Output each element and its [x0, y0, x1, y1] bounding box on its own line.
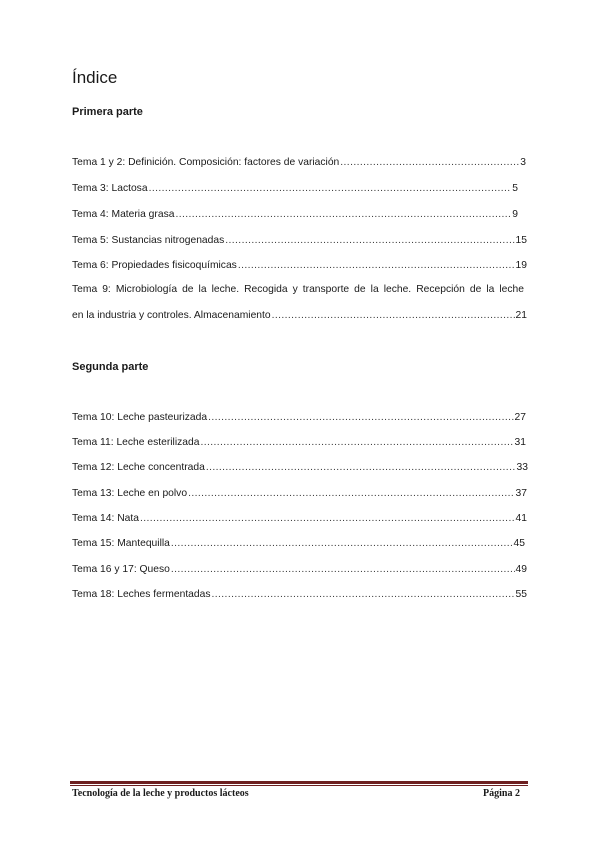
- dot-leader: [206, 461, 516, 475]
- section-heading-segunda: Segunda parte: [72, 361, 149, 373]
- toc-entry[interactable]: [72, 487, 527, 501]
- toc-page-number: 19: [515, 260, 527, 271]
- dot-leader: [171, 563, 515, 577]
- dot-leader: [171, 537, 513, 551]
- footer-rule-thin: [70, 785, 528, 786]
- toc-entry-label: Tema 16 y 17: Queso: [72, 564, 170, 575]
- toc-entry[interactable]: [72, 461, 528, 475]
- footer-page-number: Página 2: [483, 788, 520, 799]
- toc-entry-label: Tema 1 y 2: Definición. Composición: factores de variación: [72, 157, 340, 168]
- toc-entry-label: Tema 12: Leche concentrada: [72, 462, 205, 473]
- toc-entry-label: Tema 18: Leches fermentadas: [72, 589, 211, 600]
- toc-entry[interactable]: [72, 537, 525, 551]
- toc-page-number: 3: [520, 157, 526, 168]
- toc-entry-label: Tema 10: Leche pasteurizada: [72, 412, 208, 423]
- toc-entry[interactable]: [72, 588, 527, 602]
- toc-entry[interactable]: [72, 411, 526, 425]
- toc-entry-line2: [72, 309, 527, 323]
- toc-entry[interactable]: [72, 182, 518, 196]
- toc-entry[interactable]: [72, 259, 527, 273]
- dot-leader: [175, 208, 511, 222]
- toc-entry[interactable]: [72, 156, 526, 170]
- toc-entry-label: Tema 14: Nata: [72, 513, 139, 524]
- dot-leader: [225, 234, 514, 248]
- toc-entry[interactable]: [72, 234, 527, 248]
- dot-leader: [238, 259, 515, 273]
- toc-entry[interactable]: [72, 208, 518, 222]
- dot-leader: [272, 309, 515, 323]
- toc-entry[interactable]: [72, 512, 527, 526]
- toc-entry[interactable]: [72, 563, 527, 577]
- toc-page-number: 27: [514, 412, 526, 423]
- toc-page-number: 31: [514, 437, 526, 448]
- dot-leader: [149, 182, 512, 196]
- toc-entry-label: Tema 13: Leche en polvo: [72, 488, 188, 499]
- toc-page-number: 5: [512, 183, 518, 194]
- toc-page-number: 49: [515, 564, 527, 575]
- toc-page-number: 33: [516, 462, 528, 473]
- toc-entry-label-line1: Tema 9: Microbiología de la leche. Recogida y transporte de la leche. Recepción de la leche: [72, 284, 524, 295]
- section-heading-primera: Primera parte: [72, 106, 143, 118]
- toc-entry-label-line2: en la industria y controles. Almacenamiento: [72, 310, 271, 321]
- toc-entry[interactable]: [72, 283, 527, 327]
- dot-leader: [140, 512, 515, 526]
- toc-entry-label: Tema 3: Lactosa: [72, 183, 148, 194]
- toc-entry[interactable]: [72, 436, 526, 450]
- toc-page-number: 9: [512, 209, 518, 220]
- toc-page-number: 45: [513, 538, 525, 549]
- toc-page-number: 21: [515, 310, 527, 321]
- dot-leader: [340, 156, 519, 170]
- page-title: Índice: [72, 68, 118, 87]
- toc-entry-label: Tema 4: Materia grasa: [72, 209, 175, 220]
- dot-leader: [212, 588, 515, 602]
- toc-entry-label: Tema 6: Propiedades fisicoquímicas: [72, 260, 237, 271]
- toc-entry-label: Tema 11: Leche esterilizada: [72, 437, 200, 448]
- dot-leader: [188, 487, 514, 501]
- toc-page-number: 55: [515, 589, 527, 600]
- toc-entry-label: Tema 15: Mantequilla: [72, 538, 170, 549]
- footer-document-title: Tecnología de la leche y productos lácteos: [72, 788, 249, 799]
- toc-page-number: 41: [515, 513, 527, 524]
- dot-leader: [200, 436, 513, 450]
- dot-leader: [208, 411, 513, 425]
- toc-page-number: 15: [515, 235, 527, 246]
- footer-rule: [70, 781, 528, 784]
- toc-entry-label: Tema 5: Sustancias nitrogenadas: [72, 235, 225, 246]
- toc-page-number: 37: [515, 488, 527, 499]
